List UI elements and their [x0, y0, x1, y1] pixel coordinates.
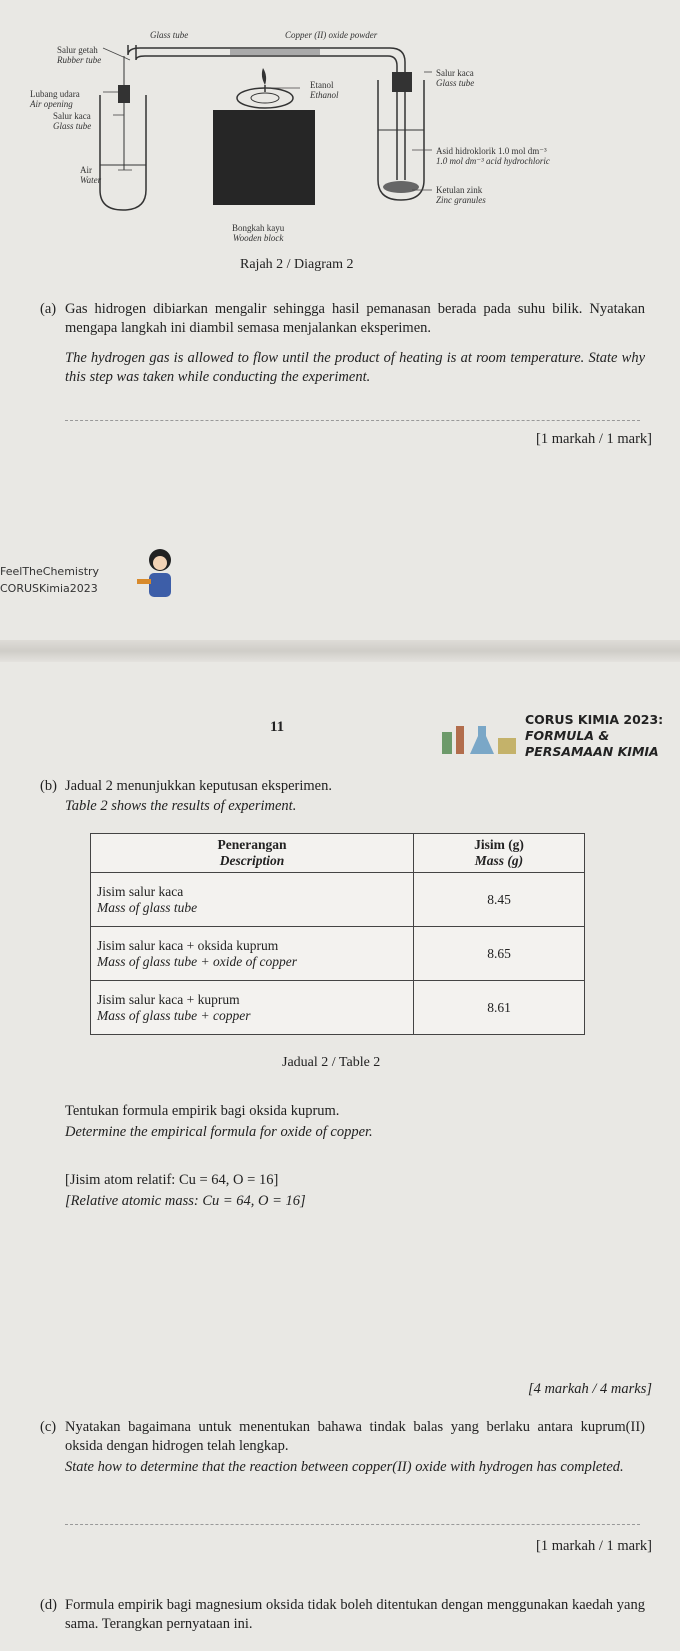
header-description: Penerangan Description [91, 834, 414, 873]
table-row [91, 981, 585, 1035]
part-a-malay: Gas hidrogen dibiarkan mengalir sehingga hasil pemanasan berada pada suhu bilik. Nyatakan mengapa langkah ini diambil semasa menjalankan eksperimen. [65, 301, 645, 336]
lab-banner-icon [440, 718, 520, 754]
banner-line1: CORUS KIMIA 2023: [525, 712, 664, 727]
watermark [0, 540, 200, 610]
label-ethanol: Etanol Ethanol [310, 80, 339, 100]
table-caption: Jadual 2 / Table 2 [282, 1055, 381, 1070]
copper-oxide-powder [230, 49, 320, 55]
row-description: Jisim salur kaca Mass of glass tube [91, 873, 414, 927]
label-zinc-granules: Ketulan zink Zinc granules [436, 185, 486, 205]
diagram-caption: Rajah 2 / Diagram 2 [240, 257, 354, 272]
part-d-label: (d) [40, 1597, 57, 1613]
watermark-line1: FeelTheChemistry [0, 565, 100, 578]
wooden-block [213, 110, 315, 205]
part-b-ram-english: [Relative atomic mass: Cu = 64, O = 16] [65, 1193, 306, 1209]
row-description: Jisim salur kaca + kuprum Mass of glass tube + copper [91, 981, 414, 1035]
part-c-english: State how to determine that the reaction between copper(II) oxide with hydrogen has completed. [65, 1459, 624, 1475]
part-d-malay: Formula empirik bagi magnesium oksida tidak boleh ditentukan dengan menggunakan kaedah yang sama. Terangkan pernyataan ini. [65, 1597, 645, 1632]
page-divider [0, 640, 680, 662]
row-value: 8.61 [414, 981, 585, 1035]
table-header-row [91, 834, 585, 873]
part-b-question-english: Determine the empirical formula for oxide of copper. [65, 1124, 373, 1140]
part-b-marks: [4 markah / 4 marks] [527, 1381, 652, 1397]
part-a-label: (a) [40, 301, 57, 317]
part-c-label: (c) [40, 1419, 57, 1435]
part-b-question-malay: Tentukan formula empirik bagi oksida kuprum. [65, 1103, 340, 1119]
header-mass: Jisim (g) Mass (g) [414, 834, 585, 873]
label-rubber-tube: Salur getah Rubber tube [57, 45, 102, 65]
table-row [91, 927, 585, 981]
label-wooden-block: Bongkah kayu Wooden block [232, 223, 285, 243]
part-b-english: Table 2 shows the results of experiment. [65, 798, 297, 814]
banner-line3: PERSAMAAN KIMIA [525, 744, 659, 759]
label-air-opening: Lubang udara Air opening [30, 89, 80, 109]
label-glass-tube-right: Salur kaca Glass tube [436, 68, 475, 88]
page-number: 11 [270, 719, 285, 735]
label-glass-tube-left: Salur kaca Glass tube [53, 111, 92, 131]
label-copper-oxide: Copper (II) oxide powder [285, 30, 378, 40]
row-description: Jisim salur kaca + oksida kuprum Mass of glass tube + oxide of copper [91, 927, 414, 981]
apparatus-diagram [0, 0, 680, 272]
label-water: Air Water [80, 165, 102, 185]
part-c-malay: Nyatakan bagaimana untuk menentukan bahawa tindak balas yang berlaku antara kuprum(II) oksida dengan hidrogen telah lengkap. [65, 1419, 645, 1454]
part-b-malay: Jadual 2 menunjukkan keputusan eksperimen. [65, 778, 332, 794]
table-row [91, 873, 585, 927]
answer-line-c [65, 1524, 640, 1525]
part-b-ram-malay: [Jisim atom relatif: Cu = 64, O = 16] [65, 1172, 279, 1188]
part-a-marks: [1 markah / 1 mark] [536, 431, 652, 447]
left-test-tube [100, 95, 146, 210]
label-glass-tube-top: Glass tube [150, 30, 189, 40]
results-table [90, 833, 585, 1035]
part-b-label: (b) [40, 778, 57, 794]
label-hydrochloric-acid: Asid hidroklorik 1.0 mol dm⁻³ 1.0 mol dm⁻³ acid hydrochloric [436, 146, 550, 166]
part-c-marks: [1 markah / 1 mark] [536, 1538, 652, 1554]
banner-title [525, 712, 663, 760]
banner-line2: FORMULA & [525, 728, 610, 743]
part-a-english: The hydrogen gas is allowed to flow until the product of heating is at room temperature. State why this step was taken while conducting the experiment. [65, 350, 645, 385]
mascot-icon [135, 545, 185, 605]
answer-line-a [65, 420, 640, 421]
zinc-granules [383, 181, 419, 193]
watermark-line2: CORUSKimia2023 [0, 582, 98, 595]
row-value: 8.65 [414, 927, 585, 981]
row-value: 8.45 [414, 873, 585, 927]
